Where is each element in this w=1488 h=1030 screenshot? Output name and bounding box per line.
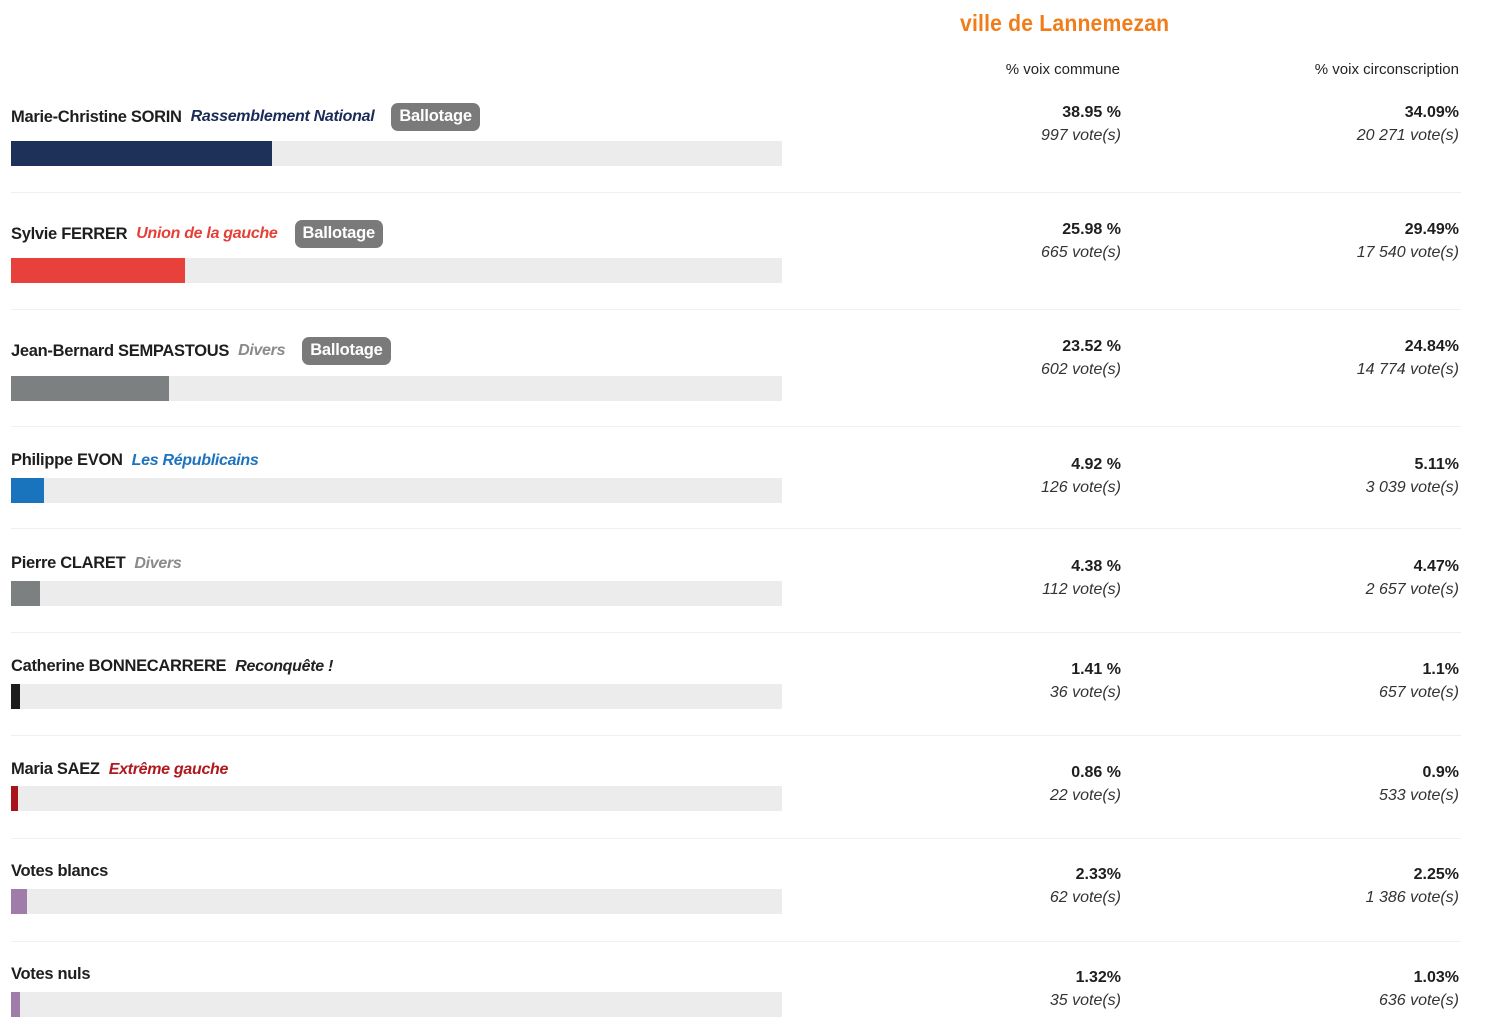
- result-bar-track: [11, 478, 782, 503]
- candidate-heading: [11, 657, 333, 676]
- votes-circonscription: 2 657 vote(s): [1365, 581, 1459, 598]
- candidate-heading: [11, 862, 108, 881]
- votes-commune: 997 vote(s): [1040, 127, 1121, 144]
- result-bar-track: [11, 889, 782, 914]
- percent-commune: 1.32%: [1075, 969, 1121, 986]
- row-divider: [11, 528, 1461, 529]
- result-bar-track: [11, 786, 782, 811]
- percent-circonscription: 29.49%: [1404, 221, 1459, 238]
- result-bar-fill: [11, 992, 20, 1017]
- votes-circonscription: 3 039 vote(s): [1365, 479, 1459, 496]
- row-divider: [11, 632, 1461, 633]
- column-header-commune: % voix commune: [1005, 61, 1120, 78]
- percent-commune: 38.95 %: [1062, 104, 1121, 121]
- votes-commune: 665 vote(s): [1040, 244, 1121, 261]
- party-label: Divers: [134, 554, 182, 572]
- row-divider: [11, 309, 1461, 310]
- result-bar-track: [11, 376, 782, 401]
- candidate-name: Philippe EVON: [11, 451, 123, 469]
- candidate-heading: [11, 554, 182, 573]
- result-bar-track: [11, 581, 782, 606]
- row-divider: [11, 838, 1461, 839]
- candidate-heading: [11, 760, 228, 779]
- percent-commune: 2.33%: [1075, 866, 1121, 883]
- percent-commune: 23.52 %: [1062, 338, 1121, 355]
- votes-circonscription: 20 271 vote(s): [1356, 127, 1459, 144]
- percent-circonscription: 24.84%: [1404, 338, 1459, 355]
- result-bar-track: [11, 258, 782, 283]
- result-bar-fill: [11, 889, 27, 914]
- party-label: Rassemblement National: [190, 108, 375, 125]
- votes-circonscription: 1 386 vote(s): [1365, 889, 1459, 906]
- percent-commune: 4.92 %: [1071, 456, 1121, 473]
- ballotage-badge: Ballotage: [295, 220, 383, 248]
- candidate-name: Jean-Bernard SEMPASTOUS: [11, 341, 230, 360]
- votes-circonscription: 657 vote(s): [1378, 684, 1459, 701]
- percent-commune: 0.86 %: [1071, 764, 1121, 781]
- result-bar-track: [11, 684, 782, 709]
- result-bar-fill: [11, 581, 40, 606]
- row-divider: [11, 941, 1461, 942]
- percent-circonscription: 2.25%: [1413, 866, 1459, 883]
- percent-circonscription: 5.11%: [1414, 456, 1459, 473]
- city-title: ville de Lannemezan: [960, 10, 1170, 36]
- candidate-heading: [11, 220, 383, 248]
- votes-commune: 112 vote(s): [1042, 581, 1121, 598]
- votes-commune: 22 vote(s): [1049, 787, 1121, 804]
- party-label: Union de la gauche: [136, 225, 278, 242]
- result-bar-fill: [11, 376, 169, 401]
- party-label: Divers: [238, 342, 286, 359]
- row-divider: [11, 426, 1461, 427]
- votes-commune: 62 vote(s): [1049, 889, 1121, 906]
- votes-circonscription: 17 540 vote(s): [1356, 244, 1459, 261]
- candidate-name: Pierre CLARET: [11, 554, 126, 572]
- percent-circonscription: 1.1%: [1422, 661, 1459, 678]
- candidate-name: Marie-Christine SORIN: [11, 107, 182, 126]
- percent-circonscription: 0.9%: [1422, 764, 1459, 781]
- candidate-name: Maria SAEZ: [11, 760, 100, 778]
- party-label: Extrême gauche: [108, 760, 229, 778]
- row-divider: [11, 735, 1461, 736]
- party-label: Reconquête !: [235, 657, 334, 675]
- party-label: Les Républicains: [131, 451, 259, 469]
- votes-commune: 35 vote(s): [1049, 992, 1121, 1009]
- candidate-name: Votes nuls: [11, 965, 91, 983]
- votes-commune: 602 vote(s): [1040, 361, 1121, 378]
- ballotage-badge: Ballotage: [302, 337, 390, 365]
- result-bar-track: [11, 141, 782, 166]
- row-divider: [11, 192, 1461, 193]
- result-bar-track: [11, 992, 782, 1017]
- percent-commune: 4.38 %: [1071, 558, 1121, 575]
- percent-commune: 1.41 %: [1071, 661, 1121, 678]
- candidate-name: Catherine BONNECARRERE: [11, 657, 227, 675]
- candidate-heading: [11, 103, 480, 131]
- votes-commune: 36 vote(s): [1049, 684, 1121, 701]
- percent-circonscription: 4.47%: [1413, 558, 1459, 575]
- candidate-heading: [11, 337, 391, 365]
- votes-commune: 126 vote(s): [1040, 479, 1121, 496]
- candidate-name: Sylvie FERRER: [11, 224, 128, 243]
- result-bar-fill: [11, 141, 272, 166]
- candidate-heading: [11, 451, 258, 470]
- votes-circonscription: 636 vote(s): [1378, 992, 1459, 1009]
- result-bar-fill: [11, 258, 185, 283]
- candidate-name: Votes blancs: [11, 862, 108, 880]
- percent-circonscription: 1.03%: [1413, 969, 1459, 986]
- candidate-heading: [11, 965, 90, 984]
- column-header-circonscription: % voix circonscription: [1314, 61, 1459, 78]
- result-bar-fill: [11, 478, 44, 503]
- votes-circonscription: 14 774 vote(s): [1356, 361, 1459, 378]
- percent-circonscription: 34.09%: [1404, 104, 1459, 121]
- result-bar-fill: [11, 786, 18, 811]
- percent-commune: 25.98 %: [1062, 221, 1121, 238]
- result-bar-fill: [11, 684, 20, 709]
- votes-circonscription: 533 vote(s): [1378, 787, 1459, 804]
- ballotage-badge: Ballotage: [391, 103, 479, 131]
